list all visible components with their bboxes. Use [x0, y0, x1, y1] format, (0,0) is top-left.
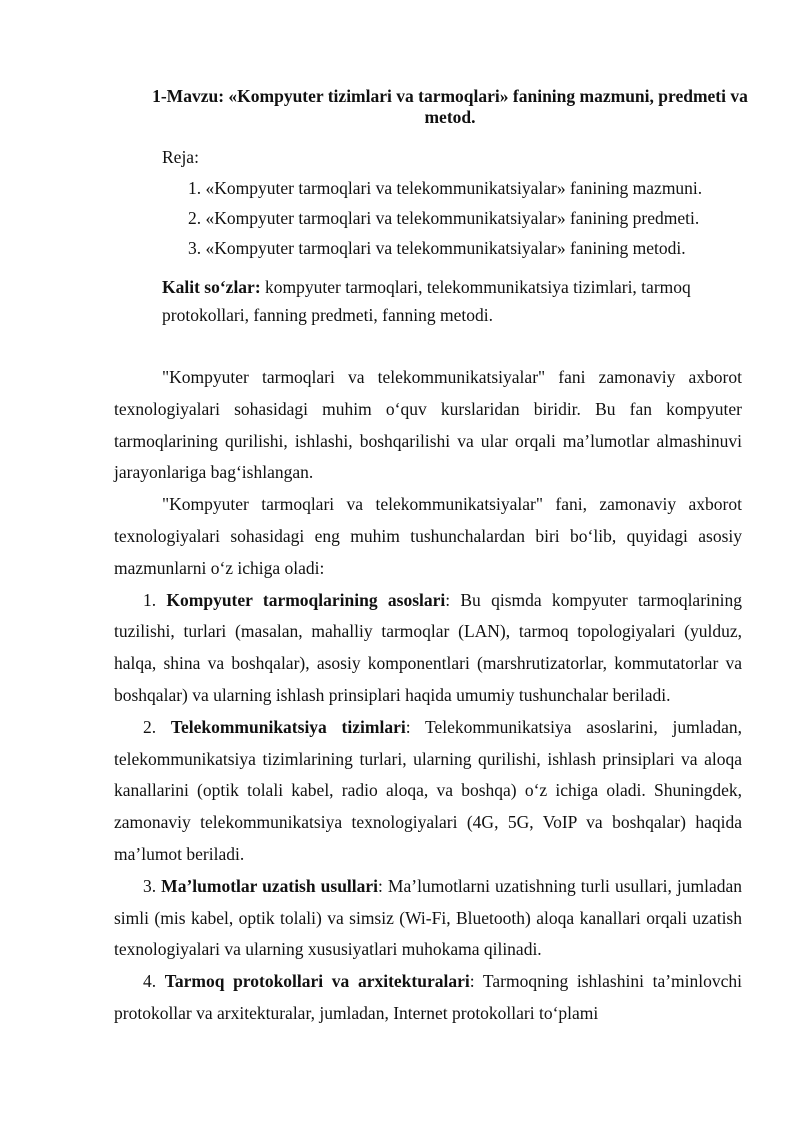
body-paragraph: "Kompyuter tarmoqlari va telekommunikatsiyalar" fani, zamonaviy axborot texnologiyalari sohasidagi eng muhim tushunchalardan biri bo‘lib, quyidagi asosiy mazmunlarni o‘z ichiga oladi: [114, 494, 742, 578]
item-number: 1. [143, 589, 157, 610]
content-item [114, 966, 742, 1030]
plan-item: 2. «Kompyuter tarmoqlari va telekommunikatsiyalar» fanining predmeti. [188, 208, 700, 228]
content-item [114, 871, 742, 966]
plan-item: 3. «Kompyuter tarmoqlari va telekommunikatsiyalar» fanining metodi. [188, 238, 686, 258]
plan-list [188, 178, 702, 268]
keywords-block [162, 273, 747, 329]
keywords-text: kompyuter tarmoqlari, telekommunikatsiya tizimlari, tarmoq protokollari, fanning predmeti, fanning metodi. [162, 277, 691, 325]
item-heading: Kompyuter tarmoqlarining asoslari [166, 589, 446, 610]
plan-label: Reja: [162, 147, 199, 167]
item-heading: Telekommunikatsiya tizimlari [170, 716, 406, 737]
item-heading: Tarmoq protokollari va arxitekturalari [164, 971, 470, 992]
body-paragraph: "Kompyuter tarmoqlari va telekommunikatsiyalar" fani zamonaviy axborot texnologiyalari sohasidagi muhim o‘quv kurslaridan biridir. Bu fan kompyuter tarmoqlarining qurilishi, ishlashi, boshqarilishi va ular orqali ma’lumotlar almashinuvi jarayonlariga bag‘ishlangan. [114, 367, 742, 483]
document-body [114, 362, 742, 1030]
item-text: : Telekommunikatsiya asoslarini, jumladan, telekommunikatsiya tizimlarining turlari, ularning qurilishi, ishlash prinsiplari va aloqa kanallarini (optik tolali kabel, radio aloqa, va boshqa) o‘z ichiga oladi. Shuningdek, zamonaviy telekommunikatsiya texnologiyalari (4G, 5G, VoIP va boshqalar) haqida ma’lumot beriladi. [114, 716, 742, 864]
item-number: 3. [143, 875, 157, 896]
item-number: 4. [143, 971, 157, 992]
item-text: : Tarmoqning ishlashini ta’minlovchi protokollar va arxitekturalar, jumladan, Internet protokollari to‘plami [114, 971, 743, 1023]
content-item [114, 712, 742, 871]
document-title: 1-Mavzu: «Kompyuter tizimlari va tarmoqlari» fanining mazmuni, predmeti va metod. [152, 86, 748, 127]
item-heading: Ma’lumotlar uzatish usullari [161, 875, 379, 896]
content-item [114, 585, 742, 712]
keywords-label: Kalit so‘zlar: [162, 277, 261, 297]
item-number: 2. [143, 716, 157, 737]
item-text: : Bu qismda kompyuter tarmoqlarining tuzilishi, turlari (masalan, mahalliy tarmoqlar (LAN), tarmoq topologiyalari (yulduz, halqa, shina va boshqalar), asosiy komponentlari (marshrutizatorlar, kommutatorlar va boshqalar) va ularning ishlash prinsiplari haqida umumiy tushunchalar beriladi. [114, 589, 743, 705]
plan-item: 1. «Kompyuter tarmoqlari va telekommunikatsiyalar» fanining mazmuni. [188, 178, 703, 198]
item-text: : Ma’lumotlarni uzatishning turli usullari, jumladan simli (mis kabel, optik tolali) va simsiz (Wi-Fi, Bluetooth) aloqa kanallari orqali uzatish texnologiyalari va ularning xususiyatlari muhokama qilinadi. [114, 875, 742, 960]
